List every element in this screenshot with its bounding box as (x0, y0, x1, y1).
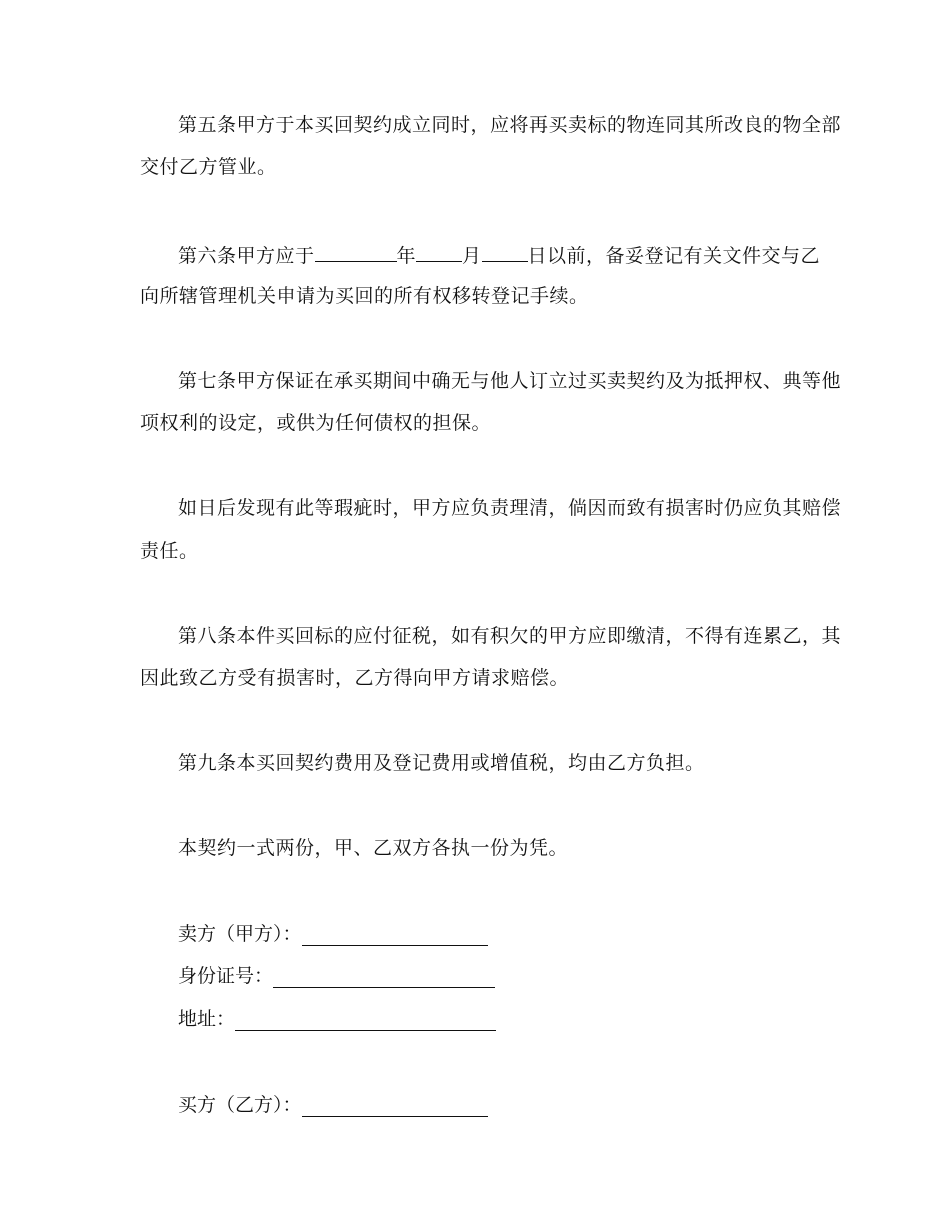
article-7b-line-2: 责任。 (140, 540, 199, 562)
article-8-line-1: 第八条本件买回标的应付征税，如有积欠的甲方应即缴清，不得有连累乙，其 (178, 625, 842, 647)
buyer-label: 买方（乙方）： (178, 1094, 302, 1116)
seller-signature-row (178, 922, 488, 946)
address-label: 地址： (178, 1008, 236, 1030)
seller-label: 卖方（甲方）： (178, 923, 302, 945)
year-label: 年 (396, 245, 417, 267)
id-number-label: 身份证号： (178, 965, 274, 987)
day-blank (482, 241, 528, 262)
month-label: 月 (462, 245, 482, 267)
article-8-line-2: 因此致乙方受有损害时，乙方得向甲方请求赔偿。 (140, 667, 570, 689)
id-number-row (178, 964, 495, 988)
article-6-line-2: 向所辖管理机关申请为买回的所有权移转登记手续。 (140, 285, 589, 307)
article-6-line-1 (178, 241, 820, 268)
copies-line: 本契约一式两份，甲、乙双方各执一份为凭。 (178, 837, 569, 859)
article-5-line-2: 交付乙方管业。 (140, 156, 277, 178)
id-number-line[interactable] (273, 969, 495, 988)
buyer-signature-line[interactable] (302, 1098, 488, 1117)
year-blank (315, 241, 397, 262)
article-7b-line-1: 如日后发现有此等瑕疵时，甲方应负责理清，倘因而致有损害时仍应负其赔偿 (178, 497, 842, 519)
article-9-line-1: 第九条本买回契约费用及登记费用或增值税，均由乙方负担。 (178, 752, 705, 774)
seller-signature-line[interactable] (302, 927, 488, 946)
article-7-line-1: 第七条甲方保证在承买期间中确无与他人订立过买卖契约及为抵押权、典等他 (178, 370, 842, 392)
article-6-prefix: 第六条甲方应于 (178, 245, 315, 267)
address-row (178, 1007, 496, 1031)
article-7-line-2: 项权利的设定，或供为任何债权的担保。 (140, 412, 492, 434)
article-6-day-suffix: 日以前，备妥登记有关文件交与乙 (527, 245, 821, 267)
month-blank (416, 241, 462, 262)
article-5-line-1: 第五条甲方于本买回契约成立同时，应将再买卖标的物连同其所改良的物全部 (178, 114, 842, 136)
address-line[interactable] (235, 1012, 496, 1031)
buyer-signature-row (178, 1093, 488, 1117)
